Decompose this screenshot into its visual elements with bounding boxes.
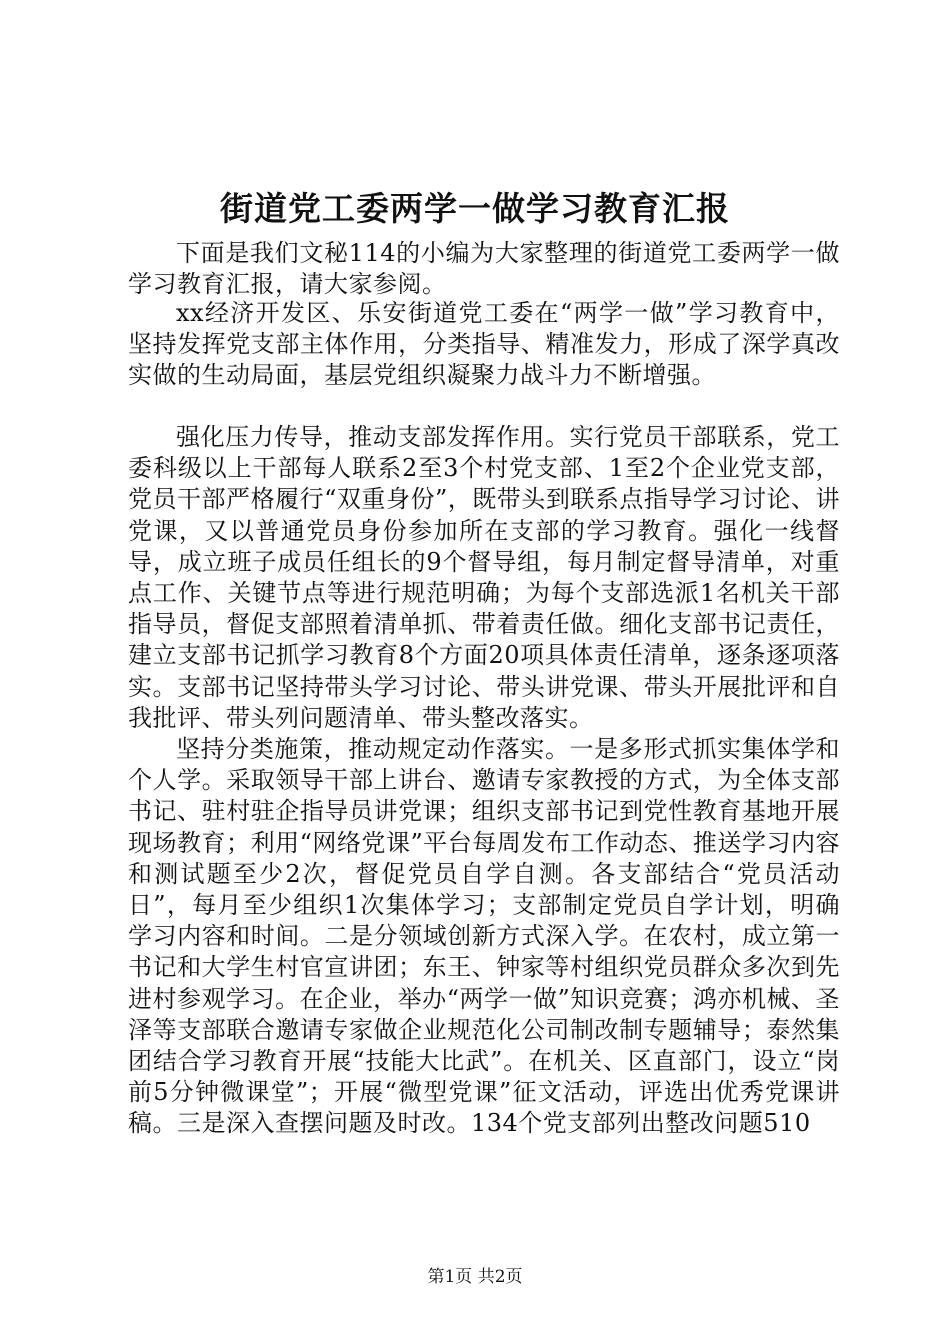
lead-block bbox=[128, 298, 840, 392]
body-paragraph: 坚持分类施策，推动规定动作落实。一是多形式抓实集体学和个人学。采取领导干部上讲台、邀请专家教授的方式，为全体支部书记、驻村驻企指导员讲党课；组织支部书记到党性教育基地开展现场教育；利用“网络党课”平台每周发布工作动态、推送学习内容和测试题至少2次，督促党员自学自测。各支部结合“党员活动日”，每月至少组织1次集体学习；支部制定党员自学计划，明确学习内容和时间。二是分领域创新方式深入学。在农村，成立第一书记和大学生村官宣讲团；东王、钟家等村组织党员群众多次到先进村参观学习。在企业，举办“两学一做”知识竞赛；鸿亦机械、圣泽等支部联合邀请专家做企业规范化公司制改制专题辅导；泰然集团结合学习教育开展“技能大比武”。在机关、区直部门，设立“岗前5分钟微课堂”；开展“微型党课”征文活动，评选出优秀党课讲稿。三是深入查摆问题及时改。134个党支部列出整改问题510 bbox=[128, 735, 840, 1138]
document-title: 街道党工委两学一做学习教育汇报 bbox=[220, 189, 730, 228]
intro-paragraph: 下面是我们文秘114的小编为大家整理的街道党工委两学一做学习教育汇报，请大家参阅。 bbox=[128, 239, 840, 299]
page-footer: 第1页 共2页 bbox=[427, 1267, 523, 1287]
lead-paragraph: xx经济开发区、乐安街道党工委在“两学一做”学习教育中，坚持发挥党支部主体作用，分类指导、精准发力，形成了深学真改实做的生动局面，基层党组织凝聚力战斗力不断增强。 bbox=[128, 299, 840, 390]
body-block bbox=[128, 422, 840, 1140]
body-paragraph: 强化压力传导，推动支部发挥作用。实行党员干部联系，党工委科级以上干部每人联系2至3个村党支部、1至2个企业党支部，党员干部严格履行“双重身份”，既带头到联系点指导学习讨论、讲党课，又以普通党员身份参加所在支部的学习教育。强化一线督导，成立班子成员任组长的9个督导组，每月制定督导清单，对重点工作、关键节点等进行规范明确；为每个支部选派1名机关干部指导员，督促支部照着清单抓、带着责任做。细化支部书记责任，建立支部书记抓学习教育8个方面20项具体责任清单，逐条逐项落实。支部书记坚持带头学习讨论、带头讲党课、带头开展批评和自我批评、带头列问题清单、带头整改落实。 bbox=[128, 423, 840, 732]
intro-block bbox=[128, 238, 840, 300]
